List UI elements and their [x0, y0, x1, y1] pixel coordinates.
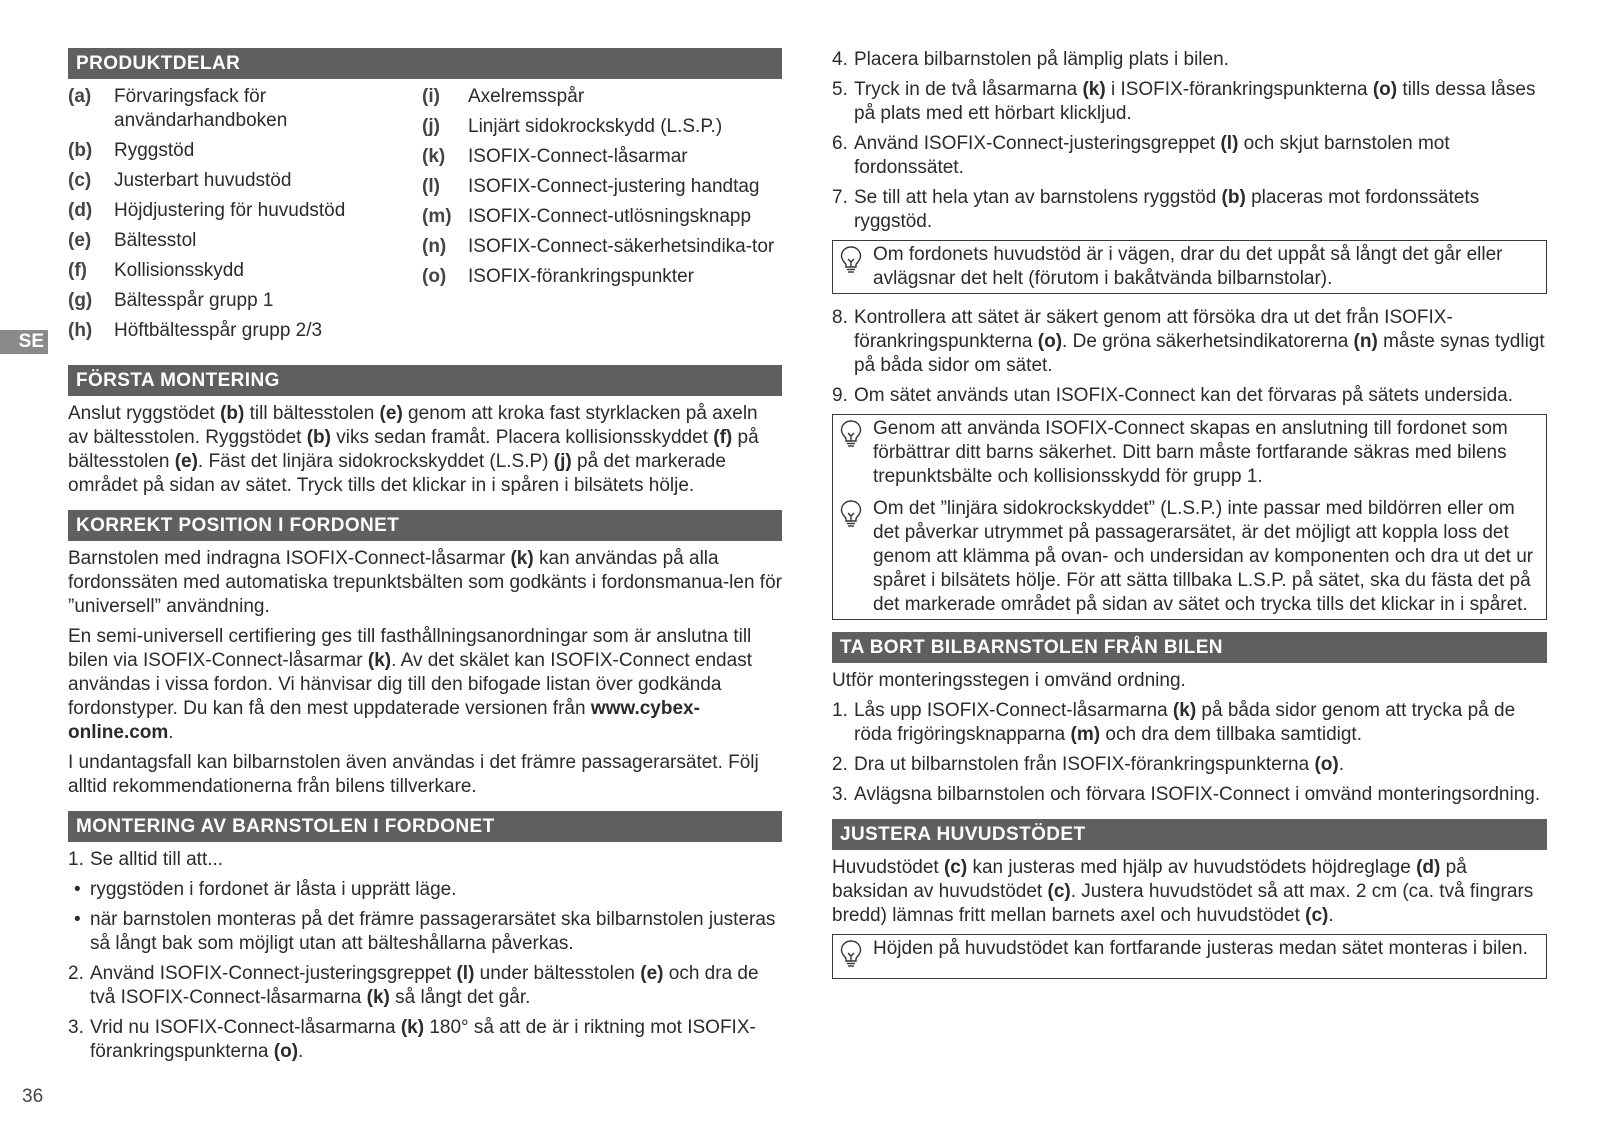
part-letter: (j)	[422, 116, 440, 137]
text-run: Lås upp ISOFIX-Connect-låsarmarna	[854, 700, 1173, 721]
paragraph	[68, 625, 782, 745]
text-run: kan användas på alla fordonssäten med automatiska trepunktsbälten som godkänts i fordonsmanua-len för ”universell” användning.	[68, 548, 782, 617]
text-run: . Fäst det linjära sidokrockskyddet (L.S.P)	[197, 451, 554, 472]
part-name: Justerbart huvudstöd	[114, 170, 292, 191]
text-run: på baksidan av huvudstödet	[832, 857, 1467, 902]
text-run: . Justera huvudstödet så att max. 2 cm (ca. två fingrars bredd) lämnas fritt mellan barnets axel och huvudstödet	[832, 881, 1534, 926]
part-letter: (c)	[68, 170, 92, 191]
text-run: tills dessa låses på plats med ett hörbart klickljud.	[854, 79, 1536, 124]
part-reference: (e)	[640, 963, 664, 984]
part-item	[68, 199, 422, 223]
section-header: TA BORT BILBARNSTOLEN FRÅN BILEN	[832, 632, 1547, 663]
step-item	[832, 132, 1547, 180]
step-number: 6.	[832, 133, 848, 154]
text-run: .	[1338, 754, 1344, 775]
part-item	[422, 265, 782, 289]
step-list	[832, 306, 1547, 408]
step-list	[832, 48, 1547, 234]
part-name: Kollisionsskydd	[114, 260, 244, 281]
part-reference: (n)	[1353, 331, 1378, 352]
text-run: så långt det går.	[389, 987, 531, 1008]
part-reference: (e)	[174, 451, 198, 472]
part-letter: (o)	[422, 266, 447, 287]
parts-list	[68, 85, 782, 349]
page-number: 36	[22, 1086, 44, 1107]
part-reference: (j)	[553, 451, 572, 472]
step-text	[854, 306, 1547, 378]
part-reference: (b)	[220, 403, 245, 424]
part-reference: (l)	[1220, 133, 1239, 154]
left-column	[68, 48, 782, 1080]
part-reference: (d)	[1416, 857, 1441, 878]
section-header: PRODUKTDELAR	[68, 48, 782, 79]
part-name: Förvaringsfack för användarhandboken	[114, 86, 288, 131]
text-run: Dra ut bilbarnstolen från ISOFIX-förankringspunkterna	[854, 754, 1315, 775]
note-box	[832, 414, 1547, 620]
text-run: genom att kroka fast styrklacken på axeln av bältesstolen. Ryggstödet	[68, 403, 758, 448]
step-text	[90, 962, 782, 1010]
text-run: Kontrollera att sätet är säkert genom att försöka dra ut det från ISOFIX-förankringspunkterna	[854, 307, 1453, 352]
text-run: Vrid nu ISOFIX-Connect-låsarmarna	[90, 1017, 401, 1038]
step-item	[832, 384, 1547, 408]
text-run: måste synas tydligt på båda sidor om sätet.	[854, 331, 1545, 376]
text-run: Använd ISOFIX-Connect-justeringsgreppet	[90, 963, 457, 984]
step-item	[832, 783, 1547, 807]
step-number: 9.	[832, 385, 848, 406]
section-justera	[832, 819, 1547, 979]
lightbulb-icon	[839, 417, 873, 489]
paragraph	[68, 547, 782, 619]
text-run: och skjut barnstolen mot fordonssätet.	[854, 133, 1450, 178]
tip	[839, 935, 1540, 976]
text-run: Placera bilbarnstolen på lämplig plats i bilen.	[854, 49, 1229, 70]
part-reference: www.cybex-online.com	[68, 698, 700, 743]
tip	[839, 241, 1540, 291]
step-number: 3.	[68, 1017, 84, 1038]
bullet-text: när barnstolen monteras på det främre passagerarsätet ska bilbarnstolen justeras så långt bak som möjligt utan att bälteshållarna påverkas.	[90, 909, 776, 954]
tip-text: Höjden på huvudstödet kan fortfarande justeras medan sätet monteras i bilen.	[873, 938, 1528, 959]
part-item	[68, 259, 422, 283]
part-name: ISOFIX-Connect-låsarmar	[468, 146, 688, 167]
part-item	[68, 169, 422, 193]
justera-body	[832, 856, 1547, 928]
part-name: ISOFIX-förankringspunkter	[468, 266, 694, 287]
part-item	[68, 229, 422, 253]
step-item	[832, 306, 1547, 378]
step-text	[854, 699, 1547, 747]
note-box	[832, 240, 1547, 294]
text-run: viks sedan framåt. Placera kollisionsskyddet	[330, 427, 714, 448]
text-run: i ISOFIX-förankringspunkterna	[1105, 79, 1373, 100]
bullet-text: ryggstöden i fordonet är låsta i upprätt läge.	[90, 879, 457, 900]
part-letter: (e)	[68, 230, 92, 251]
part-letter: (i)	[422, 86, 440, 107]
step-item	[832, 78, 1547, 126]
part-reference: (c)	[1047, 881, 1071, 902]
step-text	[854, 132, 1547, 180]
part-letter: (l)	[422, 176, 440, 197]
step-text: Se alltid till att...	[90, 849, 224, 870]
part-letter: (a)	[68, 86, 92, 107]
section-forsta-montering	[68, 365, 782, 498]
step-number: 5.	[832, 79, 848, 100]
text-run: Om sätet används utan ISOFIX-Connect kan det förvaras på sätets undersida.	[854, 385, 1514, 406]
part-name: Höftbältesspår grupp 2/3	[114, 320, 323, 341]
part-reference: (l)	[456, 963, 475, 984]
part-name: Höjdjustering för huvudstöd	[114, 200, 346, 221]
step-item	[832, 753, 1547, 777]
part-reference: (k)	[1082, 79, 1106, 100]
tip-text: Genom att använda ISOFIX-Connect skapas en anslutning till fordonet som förbättrar ditt barns säkerhet. Ditt barn måste fortfarande säkras med bilens trepunktsbälte och kollisionsskydd för grupp 1.	[873, 418, 1508, 487]
section-ta-bort	[832, 632, 1547, 807]
part-letter: (h)	[68, 320, 93, 341]
text-run: En semi-universell certifiering ges till fasthållningsanordningar som är anslutna till bilen via ISOFIX-Connect-låsarmar	[68, 626, 752, 671]
section-header: JUSTERA HUVUDSTÖDET	[832, 819, 1547, 850]
text-run: Se till att hela ytan av barnstolens ryggstöd	[854, 187, 1222, 208]
part-name: Bältesspår grupp 1	[114, 290, 274, 311]
part-item	[422, 145, 782, 169]
text-run: och dra de två ISOFIX-Connect-låsarmarna	[90, 963, 759, 1008]
step-text	[854, 783, 1547, 807]
step-item	[68, 962, 782, 1010]
step-number: 4.	[832, 49, 848, 70]
korrekt-body	[68, 547, 782, 799]
parts-column-2	[422, 85, 782, 349]
part-reference: (k)	[367, 650, 392, 671]
section-montering	[68, 811, 782, 1064]
part-letter: (g)	[68, 290, 93, 311]
part-reference: (e)	[379, 403, 403, 424]
ta-bort-intro: Utför monteringsstegen i omvänd ordning.	[832, 670, 1186, 691]
lightbulb-icon	[839, 497, 873, 617]
section-header: KORREKT POSITION I FORDONET	[68, 510, 782, 541]
step-list	[68, 962, 782, 1064]
step-number: 2.	[832, 754, 848, 775]
part-reference: (b)	[306, 427, 331, 448]
text-run: .	[298, 1041, 304, 1062]
part-item	[68, 289, 422, 313]
language-tab: SE	[0, 330, 48, 354]
text-run: till bältesstolen	[244, 403, 380, 424]
text-run: under bältesstolen	[474, 963, 641, 984]
part-name: ISOFIX-Connect-justering handtag	[468, 176, 760, 197]
part-name: ISOFIX-Connect-utlösningsknapp	[468, 206, 752, 227]
paragraph	[68, 751, 782, 799]
text-run: Barnstolen med indragna ISOFIX-Connect-låsarmar	[68, 548, 511, 569]
part-item	[68, 139, 422, 163]
text-run: .	[1328, 905, 1334, 926]
part-name: ISOFIX-Connect-säkerhetsindika-tor	[468, 236, 775, 257]
tip-text: Om det ”linjära sidokrockskyddet” (L.S.P.) inte passar med bildörren eller om det påverkar utrymmet på passagerarsätet, är det möjligt att koppla loss det genom att klämma på ovan- och undersidan av komponenten och dra ut det ur spåret i bilsätets hölje. För att sätta tillbaka L.S.P. på sätet, ska du fästa det på det markerade området på sidan av sätet och trycka tills det klickar in i spåret.	[873, 498, 1534, 615]
part-item	[422, 235, 782, 259]
part-item	[422, 205, 782, 229]
part-item	[68, 85, 422, 133]
part-item	[422, 115, 782, 139]
bullet-dot: •	[74, 879, 81, 900]
part-reference: (k)	[400, 1017, 425, 1038]
text-run: Anslut ryggstödet	[68, 403, 221, 424]
part-letter: (n)	[422, 236, 447, 257]
bullet-item	[68, 908, 782, 956]
part-reference: (b)	[1221, 187, 1246, 208]
text-run: på båda sidor genom att trycka på de röda frigöringsknapparna	[854, 700, 1516, 745]
part-reference: (k)	[1172, 700, 1197, 721]
part-reference: (k)	[510, 548, 534, 569]
bullet-dot: •	[74, 909, 81, 930]
text-run: Huvudstödet	[832, 857, 944, 878]
step-item	[832, 186, 1547, 234]
bullet-list	[68, 878, 782, 956]
part-reference: (c)	[1305, 905, 1329, 926]
text-run: . De gröna säkerhetsindikatorerna	[1062, 331, 1354, 352]
part-letter: (k)	[422, 146, 446, 167]
text-run: .	[168, 722, 174, 743]
step-text	[854, 78, 1547, 126]
part-reference: (o)	[1037, 331, 1063, 352]
text-run: Avlägsna bilbarnstolen och förvara ISOFIX-Connect i omvänd monteringsordning.	[854, 784, 1541, 805]
step-number: 1.	[832, 700, 848, 721]
part-name: Linjärt sidokrockskydd (L.S.P.)	[468, 116, 723, 137]
step-text	[854, 384, 1547, 408]
part-reference: (o)	[1372, 79, 1398, 100]
text-run: 180° så att de är i riktning mot ISOFIX-förankringspunkterna	[90, 1017, 756, 1062]
part-reference: (o)	[273, 1041, 299, 1062]
text-run: placeras mot fordonssätets ryggstöd.	[854, 187, 1480, 232]
step-number: 3.	[832, 784, 848, 805]
section-header: FÖRSTA MONTERING	[68, 365, 782, 396]
tip	[839, 495, 1540, 617]
step-item	[68, 1016, 782, 1064]
part-name: Bältesstol	[114, 230, 197, 251]
lightbulb-icon	[839, 243, 873, 291]
part-letter: (b)	[68, 140, 93, 161]
part-item	[422, 175, 782, 199]
part-name: Axelremsspår	[468, 86, 585, 107]
step-text	[854, 753, 1547, 777]
tip	[839, 415, 1540, 489]
note-box	[832, 934, 1547, 979]
text-run: Tryck in de två låsarmarna	[854, 79, 1083, 100]
right-column	[832, 48, 1547, 995]
section-header: MONTERING AV BARNSTOLEN I FORDONET	[68, 811, 782, 842]
text-run: I undantagsfall kan bilbarnstolen även användas i det främre passagerarsätet. Följ alltid rekommendationerna från bilens tillverkare.	[68, 752, 759, 797]
step-number: 2.	[68, 963, 84, 984]
tip-text: Om fordonets huvudstöd är i vägen, drar du det uppåt så långt det går eller avlägsnar det helt (förutom i bakåtvända bilbarnstolar).	[873, 244, 1503, 289]
parts-column-1	[68, 85, 422, 349]
section-korrekt-position	[68, 510, 782, 799]
text-run: på bältesstolen	[68, 427, 759, 472]
step-number: 7.	[832, 187, 848, 208]
text-run: Använd ISOFIX-Connect-justeringsgreppet	[854, 133, 1221, 154]
part-item	[422, 85, 782, 109]
part-reference: (f)	[713, 427, 733, 448]
step-number: 1.	[68, 849, 84, 870]
step-item	[832, 699, 1547, 747]
lightbulb-icon	[839, 937, 873, 976]
bullet-item	[68, 878, 782, 902]
part-reference: (m)	[1070, 724, 1101, 745]
part-name: Ryggstöd	[114, 140, 195, 161]
part-letter: (f)	[68, 260, 87, 281]
text-run: kan justeras med hjälp av huvudstödets höjdreglage	[967, 857, 1417, 878]
text-run: och dra dem tillbaka samtidigt.	[1100, 724, 1362, 745]
text-run: . Av det skälet kan ISOFIX-Connect endast användas i vissa fordon. Vi hänvisar dig till den bifogade listan över godkända fordonstyper. Du kan få den mest uppdaterade versionen från	[68, 650, 752, 719]
section-produktdelar	[68, 48, 782, 349]
step-item	[68, 848, 782, 872]
part-letter: (d)	[68, 200, 93, 221]
step-list	[832, 699, 1547, 807]
step-text	[854, 186, 1547, 234]
part-letter: (m)	[422, 206, 452, 227]
part-reference: (c)	[943, 857, 968, 878]
part-reference: (k)	[366, 987, 390, 1008]
step-item	[832, 48, 1547, 72]
step-text	[854, 48, 1547, 72]
step-number: 8.	[832, 307, 848, 328]
part-reference: (o)	[1314, 754, 1339, 775]
text-run: på det markerade området på sidan av sätet. Tryck tills det klickar in i spåren i bilsätets hölje.	[68, 451, 726, 496]
step-text	[90, 1016, 782, 1064]
forsta-body	[68, 402, 782, 498]
part-item	[68, 319, 422, 343]
